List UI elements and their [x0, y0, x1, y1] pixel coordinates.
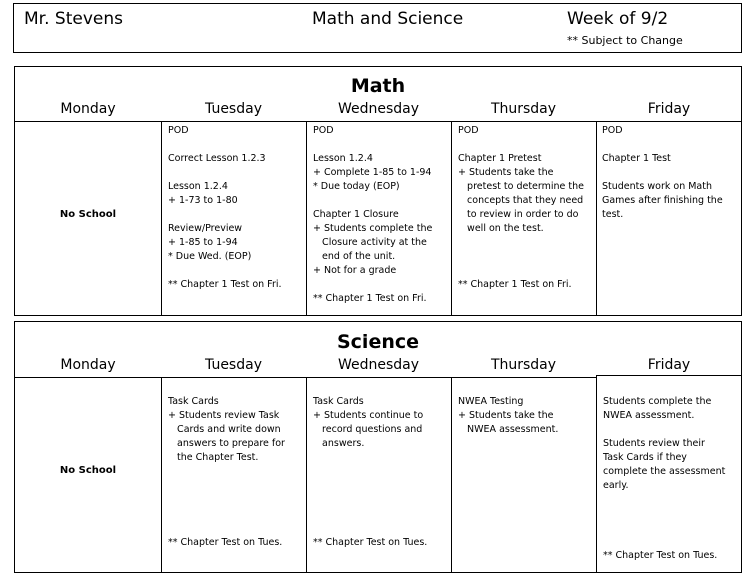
cell-line [602, 138, 723, 152]
cell-line: early. [603, 480, 629, 491]
cell-line [168, 166, 282, 180]
science-day-thursday: Thursday [490, 357, 557, 373]
cell-line: to review in order to do [458, 209, 579, 220]
math-monday-cell: No School [59, 209, 117, 220]
cell-line [458, 138, 584, 152]
cell-line [168, 264, 282, 278]
cell-line: well on the test. [458, 223, 544, 234]
science-day-monday: Monday [60, 357, 116, 373]
cell-line [458, 236, 584, 250]
week-label: Week of 9/2 [567, 9, 669, 29]
cell-line: + Students take the [458, 167, 554, 178]
math-day-thursday: Thursday [490, 101, 557, 117]
math-day-monday: Monday [60, 101, 116, 117]
cell-line: NWEA assessment. [458, 424, 559, 435]
cell-line: end of the unit. [313, 251, 396, 262]
math-tuesday-cell [168, 124, 282, 292]
science-col-divider [306, 377, 307, 572]
science-tuesday-cell [168, 395, 285, 465]
cell-line: POD [168, 125, 189, 136]
math-col-divider [306, 121, 307, 315]
cell-line: + Students review Task [168, 410, 280, 421]
cell-line: pretest to determine the [458, 181, 585, 192]
cell-line: the Chapter Test. [168, 452, 259, 463]
cell-line [313, 194, 432, 208]
cell-line: + Students complete the [313, 223, 433, 234]
cell-line: Lesson 1.2.4 [168, 181, 228, 192]
cell-line: Task Cards if they [603, 452, 687, 463]
math-thursday-cell [458, 124, 584, 292]
math-col-divider [161, 121, 162, 315]
cell-line: POD [313, 125, 334, 136]
cell-line: * Due Wed. (EOP) [168, 251, 252, 262]
cell-line: complete the assessment [603, 466, 726, 477]
cell-line: Students complete the [603, 396, 712, 407]
science-title: Science [336, 331, 420, 353]
science-day-tuesday: Tuesday [205, 357, 262, 373]
math-day-friday: Friday [647, 101, 691, 117]
math-title: Math [350, 75, 406, 97]
cell-line: Students review their [603, 438, 705, 449]
cell-line [603, 423, 725, 437]
cell-line: + Students take the [458, 410, 554, 421]
science-section [14, 321, 742, 573]
cell-line: Chapter 1 Pretest [458, 153, 542, 164]
cell-line: Closure activity at the [313, 237, 427, 248]
cell-line: + Not for a grade [313, 265, 397, 276]
cell-line [313, 278, 432, 292]
cell-line: NWEA Testing [458, 396, 524, 407]
science-day-wednesday: Wednesday [337, 357, 420, 373]
cell-line: Lesson 1.2.4 [313, 153, 373, 164]
science-friday-footer: ** Chapter Test on Tues. [603, 550, 718, 561]
science-col-divider [596, 375, 597, 572]
science-col-divider [161, 377, 162, 572]
math-wednesday-cell [313, 124, 432, 306]
cell-line: Students work on Math [602, 181, 712, 192]
science-header-divider [596, 375, 742, 376]
cell-line: POD [458, 125, 479, 136]
cell-line [313, 138, 432, 152]
cell-line: answers to prepare for [168, 438, 285, 449]
math-col-divider [596, 121, 597, 315]
cell-line: + Complete 1-85 to 1-94 [313, 167, 432, 178]
cell-line [168, 138, 282, 152]
science-monday-cell: No School [59, 465, 117, 476]
cell-line: POD [602, 125, 623, 136]
science-wednesday-footer: ** Chapter Test on Tues. [313, 537, 428, 548]
science-day-friday: Friday [647, 357, 691, 373]
cell-line: + 1-85 to 1-94 [168, 237, 238, 248]
math-day-tuesday: Tuesday [205, 101, 262, 117]
math-col-divider [451, 121, 452, 315]
cell-line: Task Cards [313, 396, 364, 407]
cell-line: ** Chapter 1 Test on Fri. [313, 293, 427, 304]
header-box [13, 3, 742, 53]
math-friday-cell [602, 124, 723, 222]
cell-line: answers. [313, 438, 365, 449]
cell-line: + 1-73 to 1-80 [168, 195, 238, 206]
cell-line [168, 208, 282, 222]
cell-line [458, 250, 584, 264]
science-thursday-cell [458, 395, 558, 437]
math-section [14, 66, 742, 316]
cell-line: Chapter 1 Test [602, 153, 671, 164]
cell-line: + Students continue to [313, 410, 424, 421]
science-friday-cell [603, 395, 725, 493]
science-tuesday-footer: ** Chapter Test on Tues. [168, 537, 283, 548]
cell-line: Task Cards [168, 396, 219, 407]
cell-line [458, 264, 584, 278]
math-header-divider [15, 121, 741, 122]
teacher-name: Mr. Stevens [24, 9, 123, 29]
cell-line: record questions and [313, 424, 423, 435]
cell-line: NWEA assessment. [603, 410, 695, 421]
cell-line: ** Chapter 1 Test on Fri. [458, 279, 572, 290]
cell-line: Correct Lesson 1.2.3 [168, 153, 266, 164]
cell-line [602, 166, 723, 180]
cell-line: Chapter 1 Closure [313, 209, 399, 220]
cell-line: test. [602, 209, 624, 220]
cell-line: concepts that they need [458, 195, 584, 206]
change-note: ** Subject to Change [567, 34, 683, 47]
science-wednesday-cell [313, 395, 423, 451]
cell-line: Cards and write down [168, 424, 281, 435]
cell-line: ** Chapter 1 Test on Fri. [168, 279, 282, 290]
science-col-divider [451, 377, 452, 572]
subject-title: Math and Science [312, 9, 464, 29]
math-day-wednesday: Wednesday [337, 101, 420, 117]
cell-line: Review/Preview [168, 223, 243, 234]
cell-line: Games after finishing the [602, 195, 723, 206]
cell-line: * Due today (EOP) [313, 181, 400, 192]
